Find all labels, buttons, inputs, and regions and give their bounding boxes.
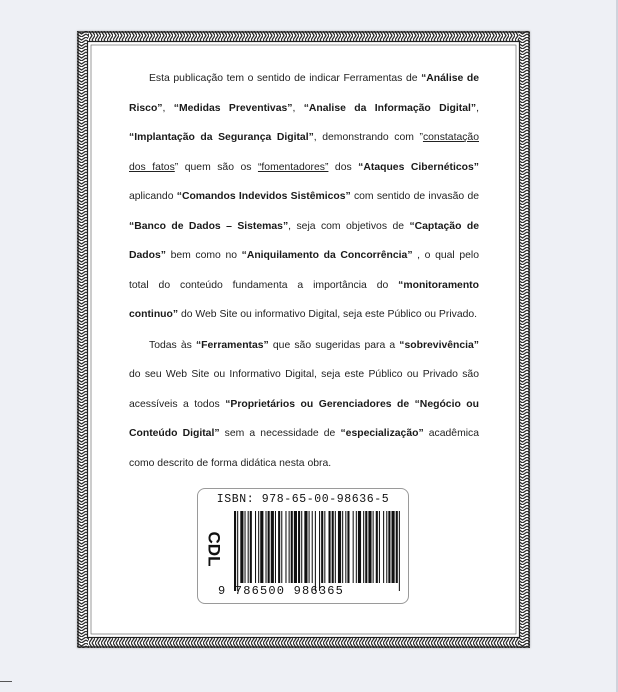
text-run: , seja com objetivos de <box>288 220 410 232</box>
description-paragraph-2 <box>129 331 479 479</box>
text-run: do Web Site ou informativo Digital, seja este Público ou Privado. <box>178 309 478 320</box>
cdl-logo <box>202 529 224 569</box>
bold-term: “Proprietários ou Gerenciadores de “Negócio ou Conteúdo Digital” <box>129 398 479 439</box>
barcode-bar <box>294 511 297 583</box>
underlined-term: constatação dos fatos <box>129 132 479 173</box>
description-paragraph-1 <box>129 64 479 330</box>
bold-term: “Comandos Indevidos Sistêmicos” <box>176 191 351 202</box>
barcode-bar <box>304 511 307 583</box>
barcode-bar <box>258 511 259 583</box>
barcode-bar <box>285 511 286 583</box>
bold-term: “Ataques Cibernéticos” <box>358 161 479 173</box>
bold-term: “monitoramento continuo” <box>129 279 479 320</box>
barcode-bar <box>376 511 378 583</box>
text-run: aplicando <box>129 191 177 202</box>
isbn-barcode-label <box>197 488 409 604</box>
barcode-bar <box>368 511 371 583</box>
barcode-bar <box>268 511 270 583</box>
bold-term: “Aniquilamento da Concorrência” <box>241 250 413 261</box>
barcode-bar <box>392 511 395 583</box>
barcode-bar <box>383 511 384 583</box>
barcode-bar <box>347 511 349 583</box>
barcode-bar <box>291 511 293 583</box>
page-divider-mark <box>0 681 12 682</box>
text-run: , o qual pelo total do conteúdo fundamenta a importância do <box>129 250 479 291</box>
barcode-bar <box>275 511 276 583</box>
barcode-bar <box>332 511 334 583</box>
barcode-bar <box>266 511 267 583</box>
text-run: , <box>476 102 479 114</box>
barcode-bar <box>240 511 243 583</box>
barcode-bar <box>365 511 367 583</box>
bold-term: “especialização” <box>340 428 424 439</box>
bold-term: “Análise de Risco” <box>129 73 479 114</box>
barcode-bar <box>271 511 274 583</box>
text-run: dos <box>328 161 359 173</box>
barcode-bar <box>335 511 336 583</box>
barcode-bar <box>363 511 364 583</box>
barcode-bar <box>312 511 313 583</box>
bold-term: “Banco de Dados – Sistemas” <box>129 220 289 232</box>
text-run: que são sugeridas para a <box>268 339 400 351</box>
barcode-bar <box>342 511 343 583</box>
ean-digits: 9 786500 986365 <box>218 584 345 598</box>
barcode-bar <box>234 511 236 591</box>
cdl-logo-text: CDL <box>204 531 224 567</box>
barcode-bar <box>373 511 374 583</box>
barcode-bar <box>338 511 341 583</box>
bold-term: “Ferramentas” <box>195 339 269 351</box>
barcode-bar <box>388 511 390 583</box>
barcode-bar <box>309 511 310 583</box>
text-run: acadêmica como descrito de forma didática nesta obra. <box>129 428 480 469</box>
bold-term: “Captação de Dados” <box>129 220 479 261</box>
barcode-bar <box>345 511 346 583</box>
barcode-bar <box>301 511 302 583</box>
barcode-bar <box>353 511 354 583</box>
barcode-bar <box>319 511 320 591</box>
barcode-bar <box>237 511 238 591</box>
text-run: Esta publicação tem o sentido de indicar Ferramentas de <box>149 73 422 84</box>
text-run: , demonstrando com ” <box>313 132 423 143</box>
barcode-bars <box>234 511 404 591</box>
barcode-bar <box>248 511 249 583</box>
text-run: Todas às <box>149 339 196 351</box>
barcode-bar <box>278 511 280 583</box>
barcode-bar <box>396 511 398 583</box>
barcode-bar <box>399 511 400 591</box>
barcode-bar <box>315 511 316 591</box>
bold-term: “Medidas Preventivas” <box>173 102 293 114</box>
text-run: , <box>292 102 304 114</box>
text-run: sem a necessidade de <box>219 428 341 439</box>
barcode-bar <box>324 511 325 583</box>
publication-description <box>129 64 479 478</box>
barcode-bar <box>321 511 323 583</box>
text-run: ” quem são os <box>174 161 258 173</box>
barcode-bar <box>358 511 361 583</box>
barcode-bar <box>260 511 263 583</box>
barcode-bar <box>289 511 290 583</box>
barcode-bar <box>379 511 380 583</box>
text-run: do seu Web Site ou Informativo Digital, seja este Público ou Privado são acessíveis a todos <box>129 369 479 410</box>
barcode-bar <box>245 511 246 583</box>
bold-term: “sobrevivência” <box>399 339 479 351</box>
barcode-bar <box>281 511 282 583</box>
bold-term: “Implantação da Segurança Digital” <box>129 132 314 143</box>
isbn-number: ISBN: 978-65-00-98636-5 <box>216 493 390 506</box>
barcode-bar <box>298 511 300 583</box>
text-run: com sentido de invasão de <box>350 191 480 202</box>
bold-term: “Analise da Informação Digital” <box>303 102 477 114</box>
barcode-bar <box>356 511 357 583</box>
barcode-bar <box>255 511 256 583</box>
text-run: , <box>162 102 174 114</box>
underlined-term: “fomentadores” <box>257 161 329 173</box>
text-run: bem como no <box>165 250 242 261</box>
barcode-bar <box>386 511 387 583</box>
document-page <box>77 31 530 648</box>
barcode-bar <box>329 511 331 583</box>
barcode-bar <box>250 511 252 583</box>
